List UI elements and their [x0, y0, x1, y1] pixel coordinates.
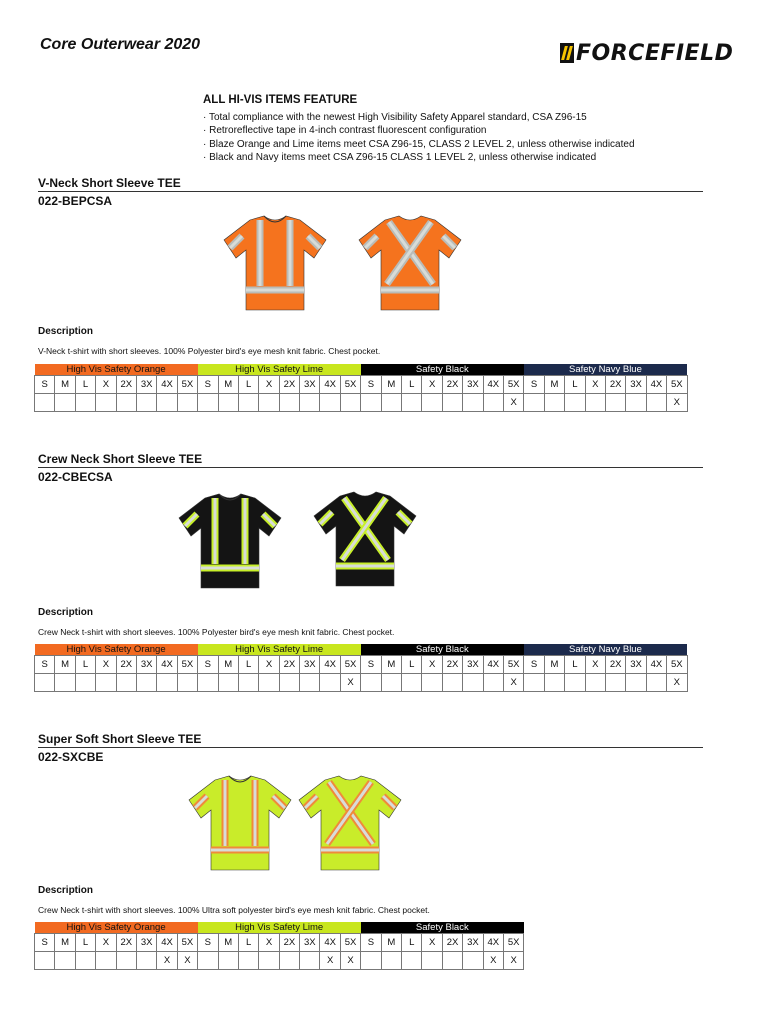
- description-label: Description: [38, 885, 94, 896]
- availability-cell: X: [177, 952, 197, 970]
- availability-cell: [585, 674, 605, 692]
- size-header-cell: M: [381, 376, 401, 394]
- availability-cell: [55, 952, 75, 970]
- availability-cell: [463, 952, 483, 970]
- availability-cell: [463, 394, 483, 412]
- size-table: [34, 364, 688, 412]
- feature-item: · Black and Navy items meet CSA Z96-15 CLASS 1 LEVEL 2, unless otherwise indicated: [203, 151, 635, 165]
- availability-cell: [116, 674, 136, 692]
- size-header-cell: S: [361, 934, 381, 952]
- size-header-cell: 2X: [442, 934, 462, 952]
- product-section-crewneck: [38, 452, 703, 484]
- availability-cell: [585, 394, 605, 412]
- availability-cell: [157, 674, 177, 692]
- size-header-cell: 2X: [116, 376, 136, 394]
- availability-cell: X: [483, 952, 503, 970]
- availability-cell: [544, 394, 564, 412]
- description-text: V-Neck t-shirt with short sleeves. 100% Polyester bird's eye mesh knit fabric. Chest pocket.: [38, 346, 381, 356]
- size-header-cell: 4X: [320, 934, 340, 952]
- availability-cell: [96, 952, 116, 970]
- size-header-cell: 3X: [626, 656, 646, 674]
- product-section-supersoft: [38, 732, 703, 764]
- size-header-cell: 4X: [483, 656, 503, 674]
- availability-cell: X: [320, 952, 340, 970]
- size-header-cell: S: [35, 376, 55, 394]
- size-header-cell: L: [402, 934, 422, 952]
- availability-cell: [75, 394, 95, 412]
- size-header-cell: 5X: [667, 376, 687, 394]
- availability-cell: [238, 394, 258, 412]
- availability-cell: [55, 394, 75, 412]
- size-header-cell: 3X: [300, 656, 320, 674]
- size-header-cell: 4X: [157, 376, 177, 394]
- availability-cell: X: [503, 394, 523, 412]
- availability-cell: [402, 674, 422, 692]
- availability-cell: [238, 674, 258, 692]
- size-header-cell: 2X: [279, 376, 299, 394]
- size-table: [34, 922, 524, 970]
- availability-cell: [361, 394, 381, 412]
- shirt-back-image: [295, 774, 405, 879]
- availability-cell: [136, 674, 156, 692]
- availability-cell: [565, 394, 585, 412]
- availability-cell: [300, 674, 320, 692]
- availability-cell: [35, 674, 55, 692]
- availability-cell: [198, 674, 218, 692]
- product-code: 022-SXCBE: [38, 750, 104, 764]
- size-header-cell: M: [218, 934, 238, 952]
- shirt-front-image: [185, 774, 295, 879]
- size-header-cell: 3X: [463, 376, 483, 394]
- size-header-cell: 3X: [136, 656, 156, 674]
- brand-logo: [560, 40, 733, 66]
- size-header-cell: 4X: [483, 376, 503, 394]
- availability-cell: [320, 394, 340, 412]
- color-variant-header: High Vis Safety Orange: [35, 922, 198, 934]
- brand-name: FORCEFIELD: [576, 40, 734, 66]
- size-header-cell: X: [585, 656, 605, 674]
- availability-cell: [300, 394, 320, 412]
- availability-cell: X: [503, 952, 523, 970]
- size-header-cell: S: [35, 934, 55, 952]
- availability-cell: [402, 394, 422, 412]
- availability-cell: [381, 394, 401, 412]
- feature-item: · Retroreflective tape in 4-inch contrast fluorescent configuration: [203, 124, 635, 138]
- availability-cell: [177, 394, 197, 412]
- availability-cell: [565, 674, 585, 692]
- size-header-cell: 2X: [116, 656, 136, 674]
- size-header-cell: 4X: [320, 376, 340, 394]
- color-variant-header: High Vis Safety Orange: [35, 644, 198, 656]
- size-header-cell: L: [565, 376, 585, 394]
- shirt-back-image: [355, 214, 465, 319]
- size-header-cell: 5X: [340, 934, 360, 952]
- availability-cell: [75, 674, 95, 692]
- availability-cell: [442, 394, 462, 412]
- availability-cell: [524, 674, 544, 692]
- availability-cell: [279, 952, 299, 970]
- size-header-cell: 2X: [442, 376, 462, 394]
- size-header-cell: X: [96, 376, 116, 394]
- availability-cell: X: [667, 394, 687, 412]
- availability-cell: X: [157, 952, 177, 970]
- availability-cell: X: [340, 674, 360, 692]
- size-header-cell: S: [524, 376, 544, 394]
- availability-cell: [136, 394, 156, 412]
- availability-cell: [605, 394, 625, 412]
- availability-cell: [544, 674, 564, 692]
- availability-cell: X: [667, 674, 687, 692]
- availability-cell: [259, 394, 279, 412]
- availability-cell: [136, 952, 156, 970]
- availability-cell: [238, 952, 258, 970]
- description-label: Description: [38, 607, 94, 618]
- size-header-cell: M: [55, 656, 75, 674]
- availability-cell: [55, 674, 75, 692]
- availability-cell: [259, 952, 279, 970]
- size-header-cell: 5X: [340, 656, 360, 674]
- size-header-cell: 2X: [116, 934, 136, 952]
- shirt-front-image: [220, 214, 330, 319]
- size-header-cell: 2X: [279, 656, 299, 674]
- size-header-cell: 5X: [177, 656, 197, 674]
- size-header-cell: L: [402, 656, 422, 674]
- size-header-cell: 2X: [605, 656, 625, 674]
- color-variant-header: Safety Black: [361, 922, 524, 934]
- size-header-cell: 2X: [279, 934, 299, 952]
- size-header-cell: 3X: [463, 656, 483, 674]
- shirt-back-image: [310, 490, 420, 595]
- page-title: Core Outerwear 2020: [40, 36, 201, 53]
- size-header-cell: 5X: [340, 376, 360, 394]
- availability-cell: [279, 674, 299, 692]
- color-variant-header: High Vis Safety Lime: [198, 364, 361, 376]
- size-header-cell: M: [381, 934, 401, 952]
- size-header-cell: 5X: [503, 376, 523, 394]
- size-header-cell: L: [75, 376, 95, 394]
- size-header-cell: M: [55, 376, 75, 394]
- availability-cell: [646, 674, 666, 692]
- size-header-cell: S: [198, 376, 218, 394]
- size-header-cell: 3X: [300, 376, 320, 394]
- color-variant-header: High Vis Safety Orange: [35, 364, 198, 376]
- size-header-cell: 5X: [667, 656, 687, 674]
- availability-cell: X: [503, 674, 523, 692]
- availability-cell: [35, 394, 55, 412]
- availability-cell: [340, 394, 360, 412]
- product-title: Super Soft Short Sleeve TEE: [38, 732, 703, 748]
- size-header-cell: 4X: [483, 934, 503, 952]
- availability-cell: [157, 394, 177, 412]
- availability-cell: [259, 674, 279, 692]
- size-header-cell: 3X: [136, 376, 156, 394]
- size-header-cell: 3X: [463, 934, 483, 952]
- size-header-cell: 4X: [157, 656, 177, 674]
- availability-cell: [422, 952, 442, 970]
- availability-cell: [646, 394, 666, 412]
- size-header-cell: L: [75, 934, 95, 952]
- size-header-cell: M: [55, 934, 75, 952]
- features-heading: ALL HI-VIS ITEMS FEATURE: [203, 94, 358, 106]
- size-header-cell: X: [259, 376, 279, 394]
- product-section-vneck: [38, 176, 703, 208]
- color-variant-header: Safety Navy Blue: [524, 364, 687, 376]
- size-header-cell: M: [381, 656, 401, 674]
- size-header-cell: 3X: [136, 934, 156, 952]
- size-header-cell: L: [238, 376, 258, 394]
- availability-cell: [361, 674, 381, 692]
- features-block: [203, 94, 635, 165]
- availability-cell: [35, 952, 55, 970]
- availability-cell: [320, 674, 340, 692]
- availability-cell: [463, 674, 483, 692]
- availability-cell: X: [340, 952, 360, 970]
- color-variant-header: Safety Black: [361, 364, 524, 376]
- availability-cell: [422, 394, 442, 412]
- size-header-cell: X: [585, 376, 605, 394]
- size-header-cell: S: [198, 656, 218, 674]
- description-text: Crew Neck t-shirt with short sleeves. 100% Polyester bird's eye mesh knit fabric. Chest pocket.: [38, 627, 395, 637]
- product-title: Crew Neck Short Sleeve TEE: [38, 452, 703, 468]
- product-code: 022-CBECSA: [38, 470, 113, 484]
- availability-cell: [218, 394, 238, 412]
- logo-mark-icon: [560, 43, 574, 63]
- size-header-cell: X: [96, 656, 116, 674]
- size-header-cell: L: [75, 656, 95, 674]
- size-header-cell: L: [565, 656, 585, 674]
- product-code: 022-BEPCSA: [38, 194, 113, 208]
- size-header-cell: 5X: [503, 934, 523, 952]
- feature-item: · Blaze Orange and Lime items meet CSA Z96-15, CLASS 2 LEVEL 2, unless otherwise indicated: [203, 138, 635, 152]
- size-header-cell: X: [259, 934, 279, 952]
- size-header-cell: M: [218, 376, 238, 394]
- product-title: V-Neck Short Sleeve TEE: [38, 176, 703, 192]
- size-header-cell: L: [402, 376, 422, 394]
- availability-cell: [524, 394, 544, 412]
- availability-cell: [177, 674, 197, 692]
- availability-cell: [381, 674, 401, 692]
- size-header-cell: 4X: [157, 934, 177, 952]
- size-header-cell: X: [96, 934, 116, 952]
- size-header-cell: L: [238, 934, 258, 952]
- size-header-cell: 4X: [646, 376, 666, 394]
- color-variant-header: Safety Black: [361, 644, 524, 656]
- size-header-cell: X: [422, 934, 442, 952]
- size-header-cell: S: [361, 376, 381, 394]
- size-header-cell: M: [544, 376, 564, 394]
- availability-cell: [218, 674, 238, 692]
- shirt-front-image: [175, 492, 285, 597]
- availability-cell: [96, 674, 116, 692]
- features-list: [203, 111, 635, 165]
- size-header-cell: 3X: [626, 376, 646, 394]
- availability-cell: [626, 394, 646, 412]
- size-header-cell: X: [422, 656, 442, 674]
- size-header-cell: M: [544, 656, 564, 674]
- availability-cell: [116, 952, 136, 970]
- availability-cell: [483, 674, 503, 692]
- size-header-cell: 2X: [605, 376, 625, 394]
- size-header-cell: S: [361, 656, 381, 674]
- availability-cell: [116, 394, 136, 412]
- color-variant-header: High Vis Safety Lime: [198, 922, 361, 934]
- size-header-cell: X: [259, 656, 279, 674]
- availability-cell: [483, 394, 503, 412]
- size-header-cell: 4X: [320, 656, 340, 674]
- size-header-cell: X: [422, 376, 442, 394]
- feature-item: · Total compliance with the newest High Visibility Safety Apparel standard, CSA Z96-15: [203, 111, 635, 125]
- size-header-cell: S: [198, 934, 218, 952]
- availability-cell: [279, 394, 299, 412]
- size-table: [34, 644, 688, 692]
- size-header-cell: 3X: [300, 934, 320, 952]
- availability-cell: [381, 952, 401, 970]
- availability-cell: [218, 952, 238, 970]
- size-header-cell: 5X: [503, 656, 523, 674]
- size-header-cell: S: [35, 656, 55, 674]
- description-text: Crew Neck t-shirt with short sleeves. 100% Ultra soft polyester bird's eye mesh knit fabric. Chest pocket.: [38, 905, 430, 915]
- availability-cell: [422, 674, 442, 692]
- size-header-cell: M: [218, 656, 238, 674]
- availability-cell: [442, 952, 462, 970]
- availability-cell: [300, 952, 320, 970]
- size-header-cell: 2X: [442, 656, 462, 674]
- size-header-cell: S: [524, 656, 544, 674]
- availability-cell: [402, 952, 422, 970]
- description-label: Description: [38, 326, 94, 337]
- size-header-cell: 5X: [177, 934, 197, 952]
- availability-cell: [626, 674, 646, 692]
- availability-cell: [361, 952, 381, 970]
- availability-cell: [198, 952, 218, 970]
- availability-cell: [75, 952, 95, 970]
- availability-cell: [198, 394, 218, 412]
- color-variant-header: Safety Navy Blue: [524, 644, 687, 656]
- size-header-cell: 5X: [177, 376, 197, 394]
- size-header-cell: 4X: [646, 656, 666, 674]
- availability-cell: [442, 674, 462, 692]
- size-header-cell: L: [238, 656, 258, 674]
- availability-cell: [96, 394, 116, 412]
- color-variant-header: High Vis Safety Lime: [198, 644, 361, 656]
- availability-cell: [605, 674, 625, 692]
